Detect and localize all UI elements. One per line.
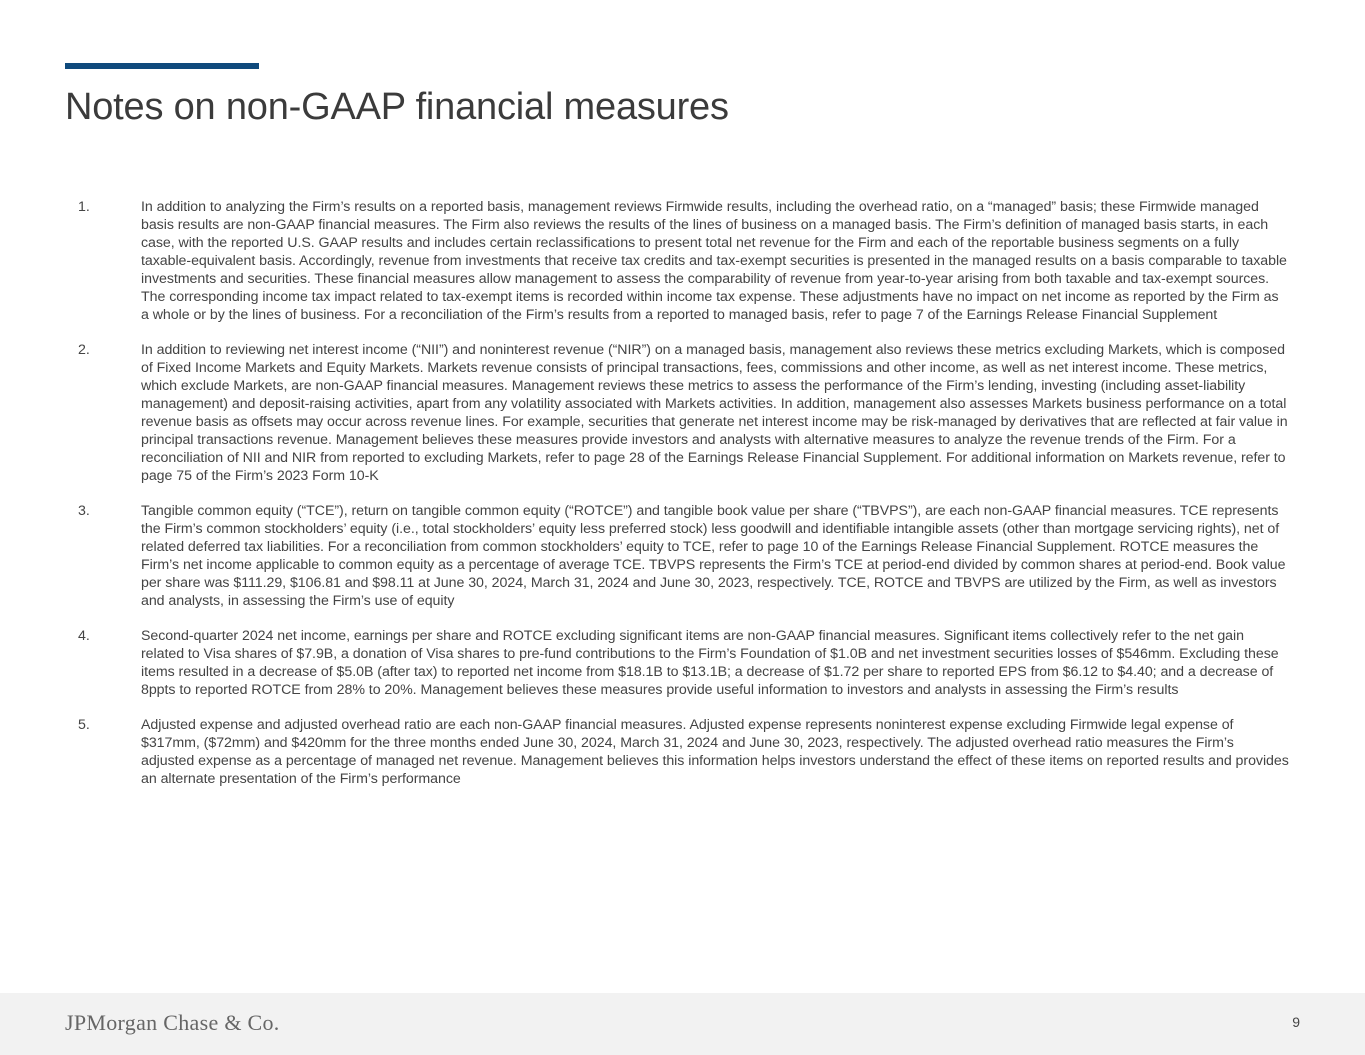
note-number: 1.	[78, 199, 90, 215]
note-item	[78, 502, 1290, 610]
note-number: 4.	[78, 628, 90, 644]
note-item	[78, 198, 1290, 324]
company-logo: JPMorgan Chase & Co.	[65, 1010, 280, 1035]
note-item	[78, 716, 1290, 788]
page-footer	[0, 993, 1365, 1055]
note-number: 3.	[78, 503, 90, 519]
note-text: In addition to analyzing the Firm’s results on a reported basis, management reviews Firmwide results, including the overhead ratio, on a “managed” basis; these Firmwide managed basis results are non-GAAP financial measures. The Firm also reviews the results of the lines of business on a managed basis. The Firm’s definition of managed basis starts, in each case, with the reported U.S. GAAP results and includes certain reclassifications to present total net revenue for the Firm and each of the reportable business segments on a fully taxable-equivalent basis. Accordingly, revenue from investments that receive tax credits and tax-exempt securities is presented in the managed results on a basis comparable to taxable investments and securities. These financial measures allow management to assess the comparability of revenue from year-to-year arising from both taxable and tax-exempt sources. The corresponding income tax impact related to tax-exempt items is recorded within income tax expense. These adjustments have no impact on net income as reported by the Firm as a whole or by the lines of business. For a reconciliation of the Firm’s results from a reported to managed basis, refer to page 7 of the Earnings Release Financial Supplement	[141, 199, 1287, 323]
title-accent-bar	[65, 63, 259, 69]
note-item	[78, 341, 1290, 485]
note-number: 5.	[78, 717, 90, 733]
note-text: In addition to reviewing net interest income (“NII”) and noninterest revenue (“NIR”) on a managed basis, management also reviews these metrics excluding Markets, which is composed of Fixed Income Markets and Equity Markets. Markets revenue consists of principal transactions, fees, commissions and other income, as well as net interest income. These metrics, which exclude Markets, are non-GAAP financial measures. Management reviews these metrics to assess the performance of the Firm’s lending, investing (including asset-liability management) and deposit-raising activities, apart from any volatility associated with Markets activities. In addition, management also assesses Markets business performance on a total revenue basis as offsets may occur across revenue lines. For example, securities that generate net interest income may be risk-managed by derivatives that are reflected at fair value in principal transactions revenue. Management believes these measures provide investors and analysts with alternative measures to analyze the revenue trends of the Firm. For a reconciliation of NII and NIR from reported to excluding Markets, refer to page 28 of the Earnings Release Financial Supplement. For additional information on Markets revenue, refer to page 75 of the Firm’s 2023 Form 10-K	[141, 342, 1288, 484]
notes-list	[78, 198, 1290, 805]
note-text: Tangible common equity (“TCE”), return on tangible common equity (“ROTCE”) and tangible book value per share (“TBVPS”), are each non-GAAP financial measures. TCE represents the Firm’s common stockholders’ equity (i.e., total stockholders’ equity less preferred stock) less goodwill and identifiable intangible assets (other than mortgage servicing rights), net of related deferred tax liabilities. For a reconciliation from common stockholders’ equity to TCE, refer to page 10 of the Earnings Release Financial Supplement. ROTCE measures the Firm’s net income applicable to common equity as a percentage of average TCE. TBVPS represents the Firm’s TCE at period-end divided by common shares at period-end. Book value per share was $111.29, $106.81 and $98.11 at June 30, 2024, March 31, 2024 and June 30, 2023, respectively. TCE, ROTCE and TBVPS are utilized by the Firm, as well as investors and analysts, in assessing the Firm’s use of equity	[141, 503, 1286, 609]
note-text: Adjusted expense and adjusted overhead ratio are each non-GAAP financial measures. Adjusted expense represents noninterest expense excluding Firmwide legal expense of $317mm, ($72mm) and $420mm for the three months ended June 30, 2024, March 31, 2024 and June 30, 2023, respectively. The adjusted overhead ratio measures the Firm’s adjusted expense as a percentage of managed net revenue. Management believes this information helps investors understand the effect of these items on reported results and provides an alternate presentation of the Firm’s performance	[141, 717, 1289, 787]
page-title: Notes on non-GAAP financial measures	[65, 86, 729, 128]
page-number: 9	[1292, 1014, 1300, 1030]
note-item	[78, 627, 1290, 699]
note-text: Second-quarter 2024 net income, earnings per share and ROTCE excluding significant items are non-GAAP financial measures. Significant items collectively refer to the net gain related to Visa shares of $7.9B, a donation of Visa shares to pre-fund contributions to the Firm’s Foundation of $1.0B and net investment securities losses of $546mm. Excluding these items resulted in a decrease of $5.0B (after tax) to reported net income from $18.1B to $13.1B; a decrease of $1.72 per share to reported EPS from $6.12 to $4.40; and a decrease of 8ppts to reported ROTCE from 28% to 20%. Management believes these measures provide useful information to investors and analysts in assessing the Firm’s results	[141, 628, 1279, 698]
note-number: 2.	[78, 342, 90, 358]
